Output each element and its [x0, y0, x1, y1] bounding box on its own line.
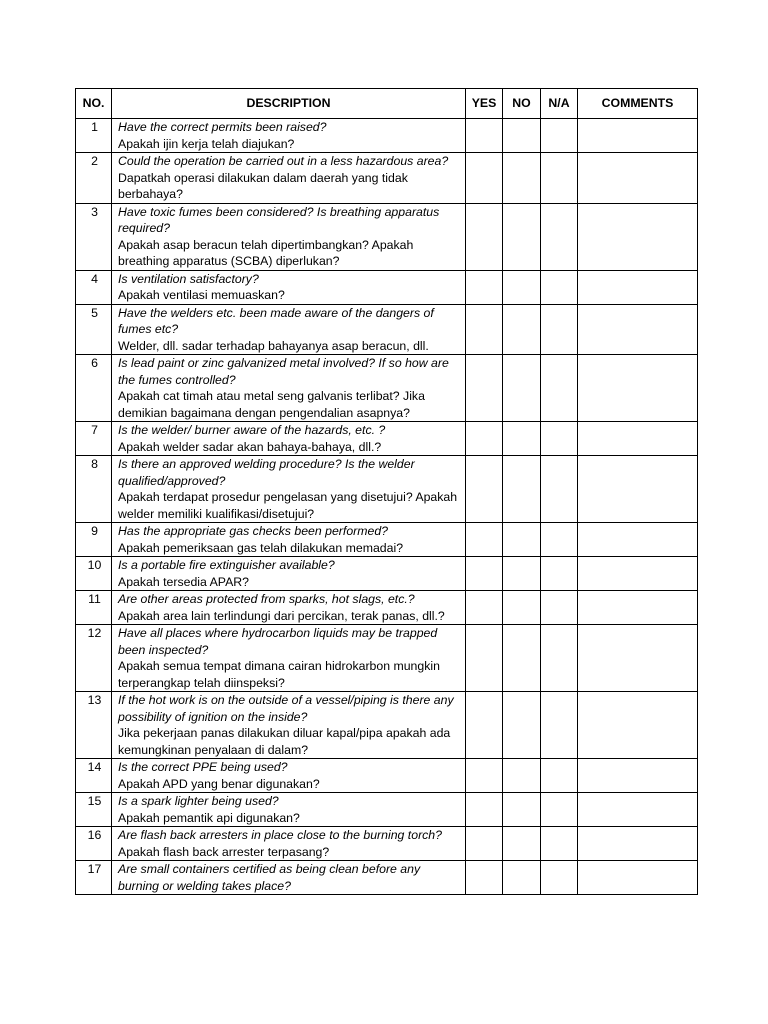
- yes-cell[interactable]: [466, 591, 503, 625]
- header-no: NO.: [76, 89, 112, 119]
- yes-cell[interactable]: [466, 304, 503, 355]
- table-row: [76, 355, 698, 422]
- row-description: [112, 759, 466, 793]
- row-number: 17: [76, 861, 112, 895]
- no-cell[interactable]: [503, 119, 541, 153]
- comments-cell[interactable]: [578, 793, 698, 827]
- question-indonesian: Apakah pemantik api digunakan?: [118, 810, 300, 825]
- row-number: 11: [76, 591, 112, 625]
- row-number: 6: [76, 355, 112, 422]
- header-yes: YES: [466, 89, 503, 119]
- comments-cell[interactable]: [578, 456, 698, 523]
- row-description: [112, 203, 466, 270]
- na-cell[interactable]: [541, 625, 578, 692]
- row-description: [112, 355, 466, 422]
- row-description: [112, 270, 466, 304]
- question-indonesian: Apakah flash back arrester terpasang?: [118, 844, 330, 859]
- question-english: Is the welder/ burner aware of the hazards, etc. ?: [118, 423, 386, 437]
- yes-cell[interactable]: [466, 861, 503, 895]
- comments-cell[interactable]: [578, 523, 698, 557]
- comments-cell[interactable]: [578, 861, 698, 895]
- no-cell[interactable]: [503, 827, 541, 861]
- row-number: 3: [76, 203, 112, 270]
- row-description: [112, 793, 466, 827]
- comments-cell[interactable]: [578, 591, 698, 625]
- table-row: [76, 692, 698, 759]
- comments-cell[interactable]: [578, 270, 698, 304]
- yes-cell[interactable]: [466, 692, 503, 759]
- table-row: [76, 591, 698, 625]
- no-cell[interactable]: [503, 759, 541, 793]
- yes-cell[interactable]: [466, 153, 503, 204]
- question-english: Could the operation be carried out in a less hazardous area?: [118, 154, 449, 168]
- na-cell[interactable]: [541, 304, 578, 355]
- question-english: Are small containers certified as being clean before any burning or welding takes place?: [118, 862, 421, 893]
- yes-cell[interactable]: [466, 270, 503, 304]
- table-row: [76, 304, 698, 355]
- table-row: [76, 203, 698, 270]
- question-indonesian: Apakah semua tempat dimana cairan hidrokarbon mungkin terperangkap telah diinspeksi?: [118, 659, 440, 690]
- question-english: Are other areas protected from sparks, hot slags, etc.?: [118, 592, 415, 606]
- comments-cell[interactable]: [578, 119, 698, 153]
- row-description: [112, 456, 466, 523]
- table-row: [76, 119, 698, 153]
- no-cell[interactable]: [503, 793, 541, 827]
- row-number: 4: [76, 270, 112, 304]
- row-description: [112, 591, 466, 625]
- comments-cell[interactable]: [578, 422, 698, 456]
- question-indonesian: Apakah cat timah atau metal seng galvanis terlibat? Jika demikian bagaimana dengan pengendalian asapnya?: [118, 389, 425, 420]
- header-no-answer: NO: [503, 89, 541, 119]
- question-english: Are flash back arresters in place close to the burning torch?: [118, 828, 442, 842]
- question-indonesian: Apakah ijin kerja telah diajukan?: [118, 136, 295, 151]
- comments-cell[interactable]: [578, 153, 698, 204]
- row-description: [112, 304, 466, 355]
- question-english: Have all places where hydrocarbon liquids may be trapped been inspected?: [118, 626, 438, 657]
- no-cell[interactable]: [503, 153, 541, 204]
- no-cell[interactable]: [503, 456, 541, 523]
- table-row: [76, 270, 698, 304]
- row-number: 16: [76, 827, 112, 861]
- question-english: Is there an approved welding procedure? Is the welder qualified/approved?: [118, 457, 415, 488]
- question-indonesian: Welder, dll. sadar terhadap bahayanya asap beracun, dll.: [118, 338, 429, 353]
- no-cell[interactable]: [503, 591, 541, 625]
- yes-cell[interactable]: [466, 759, 503, 793]
- row-number: 5: [76, 304, 112, 355]
- no-cell[interactable]: [503, 203, 541, 270]
- yes-cell[interactable]: [466, 557, 503, 591]
- na-cell[interactable]: [541, 557, 578, 591]
- na-cell[interactable]: [541, 793, 578, 827]
- row-description: [112, 861, 466, 895]
- question-english: Is a spark lighter being used?: [118, 794, 279, 808]
- na-cell[interactable]: [541, 203, 578, 270]
- no-cell[interactable]: [503, 861, 541, 895]
- na-cell[interactable]: [541, 422, 578, 456]
- question-indonesian: Apakah ventilasi memuaskan?: [118, 288, 285, 302]
- row-description: [112, 692, 466, 759]
- no-cell[interactable]: [503, 557, 541, 591]
- question-english: Has the appropriate gas checks been performed?: [118, 524, 389, 538]
- row-number: 7: [76, 422, 112, 456]
- question-indonesian: Apakah tersedia APAR?: [118, 574, 250, 589]
- yes-cell[interactable]: [466, 119, 503, 153]
- table-row: [76, 422, 698, 456]
- row-description: [112, 523, 466, 557]
- header-comments: COMMENTS: [578, 89, 698, 119]
- no-cell[interactable]: [503, 625, 541, 692]
- comments-cell[interactable]: [578, 355, 698, 422]
- header-row: [76, 89, 698, 119]
- na-cell[interactable]: [541, 861, 578, 895]
- question-english: Have the welders etc. been made aware of the dangers of fumes etc?: [118, 305, 434, 336]
- question-english: Is the correct PPE being used?: [118, 760, 288, 774]
- row-number: 10: [76, 557, 112, 591]
- comments-cell[interactable]: [578, 557, 698, 591]
- table-row: [76, 793, 698, 827]
- yes-cell[interactable]: [466, 203, 503, 270]
- question-english: Have the correct permits been raised?: [118, 120, 327, 134]
- comments-cell[interactable]: [578, 759, 698, 793]
- table-row: [76, 827, 698, 861]
- question-indonesian: Apakah pemeriksaan gas telah dilakukan memadai?: [118, 540, 404, 555]
- row-description: [112, 119, 466, 153]
- no-cell[interactable]: [503, 692, 541, 759]
- na-cell[interactable]: [541, 153, 578, 204]
- no-cell[interactable]: [503, 523, 541, 557]
- table-row: [76, 759, 698, 793]
- table-row: [76, 523, 698, 557]
- yes-cell[interactable]: [466, 456, 503, 523]
- table-row: [76, 456, 698, 523]
- na-cell[interactable]: [541, 759, 578, 793]
- row-number: 1: [76, 119, 112, 153]
- question-english: Is a portable fire extinguisher available?: [118, 558, 335, 572]
- row-description: [112, 153, 466, 204]
- na-cell[interactable]: [541, 827, 578, 861]
- table-row: [76, 625, 698, 692]
- na-cell[interactable]: [541, 523, 578, 557]
- na-cell[interactable]: [541, 119, 578, 153]
- question-indonesian: Apakah area lain terlindungi dari percikan, terak panas, dll.?: [118, 608, 445, 623]
- header-na: N/A: [541, 89, 578, 119]
- comments-cell[interactable]: [578, 203, 698, 270]
- question-indonesian: Apakah welder sadar akan bahaya-bahaya, dll.?: [118, 439, 382, 454]
- na-cell[interactable]: [541, 692, 578, 759]
- yes-cell[interactable]: [466, 422, 503, 456]
- comments-cell[interactable]: [578, 827, 698, 861]
- comments-cell[interactable]: [578, 692, 698, 759]
- yes-cell[interactable]: [466, 793, 503, 827]
- header-description: DESCRIPTION: [112, 89, 466, 119]
- na-cell[interactable]: [541, 456, 578, 523]
- row-number: 8: [76, 456, 112, 523]
- yes-cell[interactable]: [466, 625, 503, 692]
- no-cell[interactable]: [503, 304, 541, 355]
- question-indonesian: Apakah APD yang benar digunakan?: [118, 776, 320, 791]
- table-row: [76, 557, 698, 591]
- question-english: Is lead paint or zinc galvanized metal involved? If so how are the fumes controlled?: [118, 356, 449, 387]
- comments-cell[interactable]: [578, 304, 698, 355]
- row-description: [112, 827, 466, 861]
- yes-cell[interactable]: [466, 523, 503, 557]
- question-indonesian: Dapatkah operasi dilakukan dalam daerah yang tidak berbahaya?: [118, 170, 408, 201]
- na-cell[interactable]: [541, 355, 578, 422]
- yes-cell[interactable]: [466, 355, 503, 422]
- table-row: [76, 153, 698, 204]
- row-number: 14: [76, 759, 112, 793]
- row-number: 13: [76, 692, 112, 759]
- table-row: [76, 861, 698, 895]
- row-number: 9: [76, 523, 112, 557]
- question-english: Have toxic fumes been considered? Is breathing apparatus required?: [118, 204, 440, 235]
- row-description: [112, 625, 466, 692]
- question-indonesian: Apakah terdapat prosedur pengelasan yang disetujui? Apakah welder memiliki kualifikasi/disetujui?: [118, 490, 458, 521]
- comments-cell[interactable]: [578, 625, 698, 692]
- yes-cell[interactable]: [466, 827, 503, 861]
- row-description: [112, 557, 466, 591]
- question-indonesian: Jika pekerjaan panas dilakukan diluar kapal/pipa apakah ada kemungkinan penyalaan di dalam?: [118, 726, 451, 757]
- na-cell[interactable]: [541, 591, 578, 625]
- row-number: 15: [76, 793, 112, 827]
- question-english: If the hot work is on the outside of a vessel/piping is there any possibility of ignition on the inside?: [118, 693, 454, 724]
- question-indonesian: Apakah asap beracun telah dipertimbangkan? Apakah breathing apparatus (SCBA) diperlukan?: [118, 237, 414, 268]
- row-number: 2: [76, 153, 112, 204]
- row-number: 12: [76, 625, 112, 692]
- no-cell[interactable]: [503, 270, 541, 304]
- row-description: [112, 422, 466, 456]
- no-cell[interactable]: [503, 422, 541, 456]
- na-cell[interactable]: [541, 270, 578, 304]
- checklist-table: [75, 88, 698, 895]
- no-cell[interactable]: [503, 355, 541, 422]
- question-english: Is ventilation satisfactory?: [118, 271, 259, 286]
